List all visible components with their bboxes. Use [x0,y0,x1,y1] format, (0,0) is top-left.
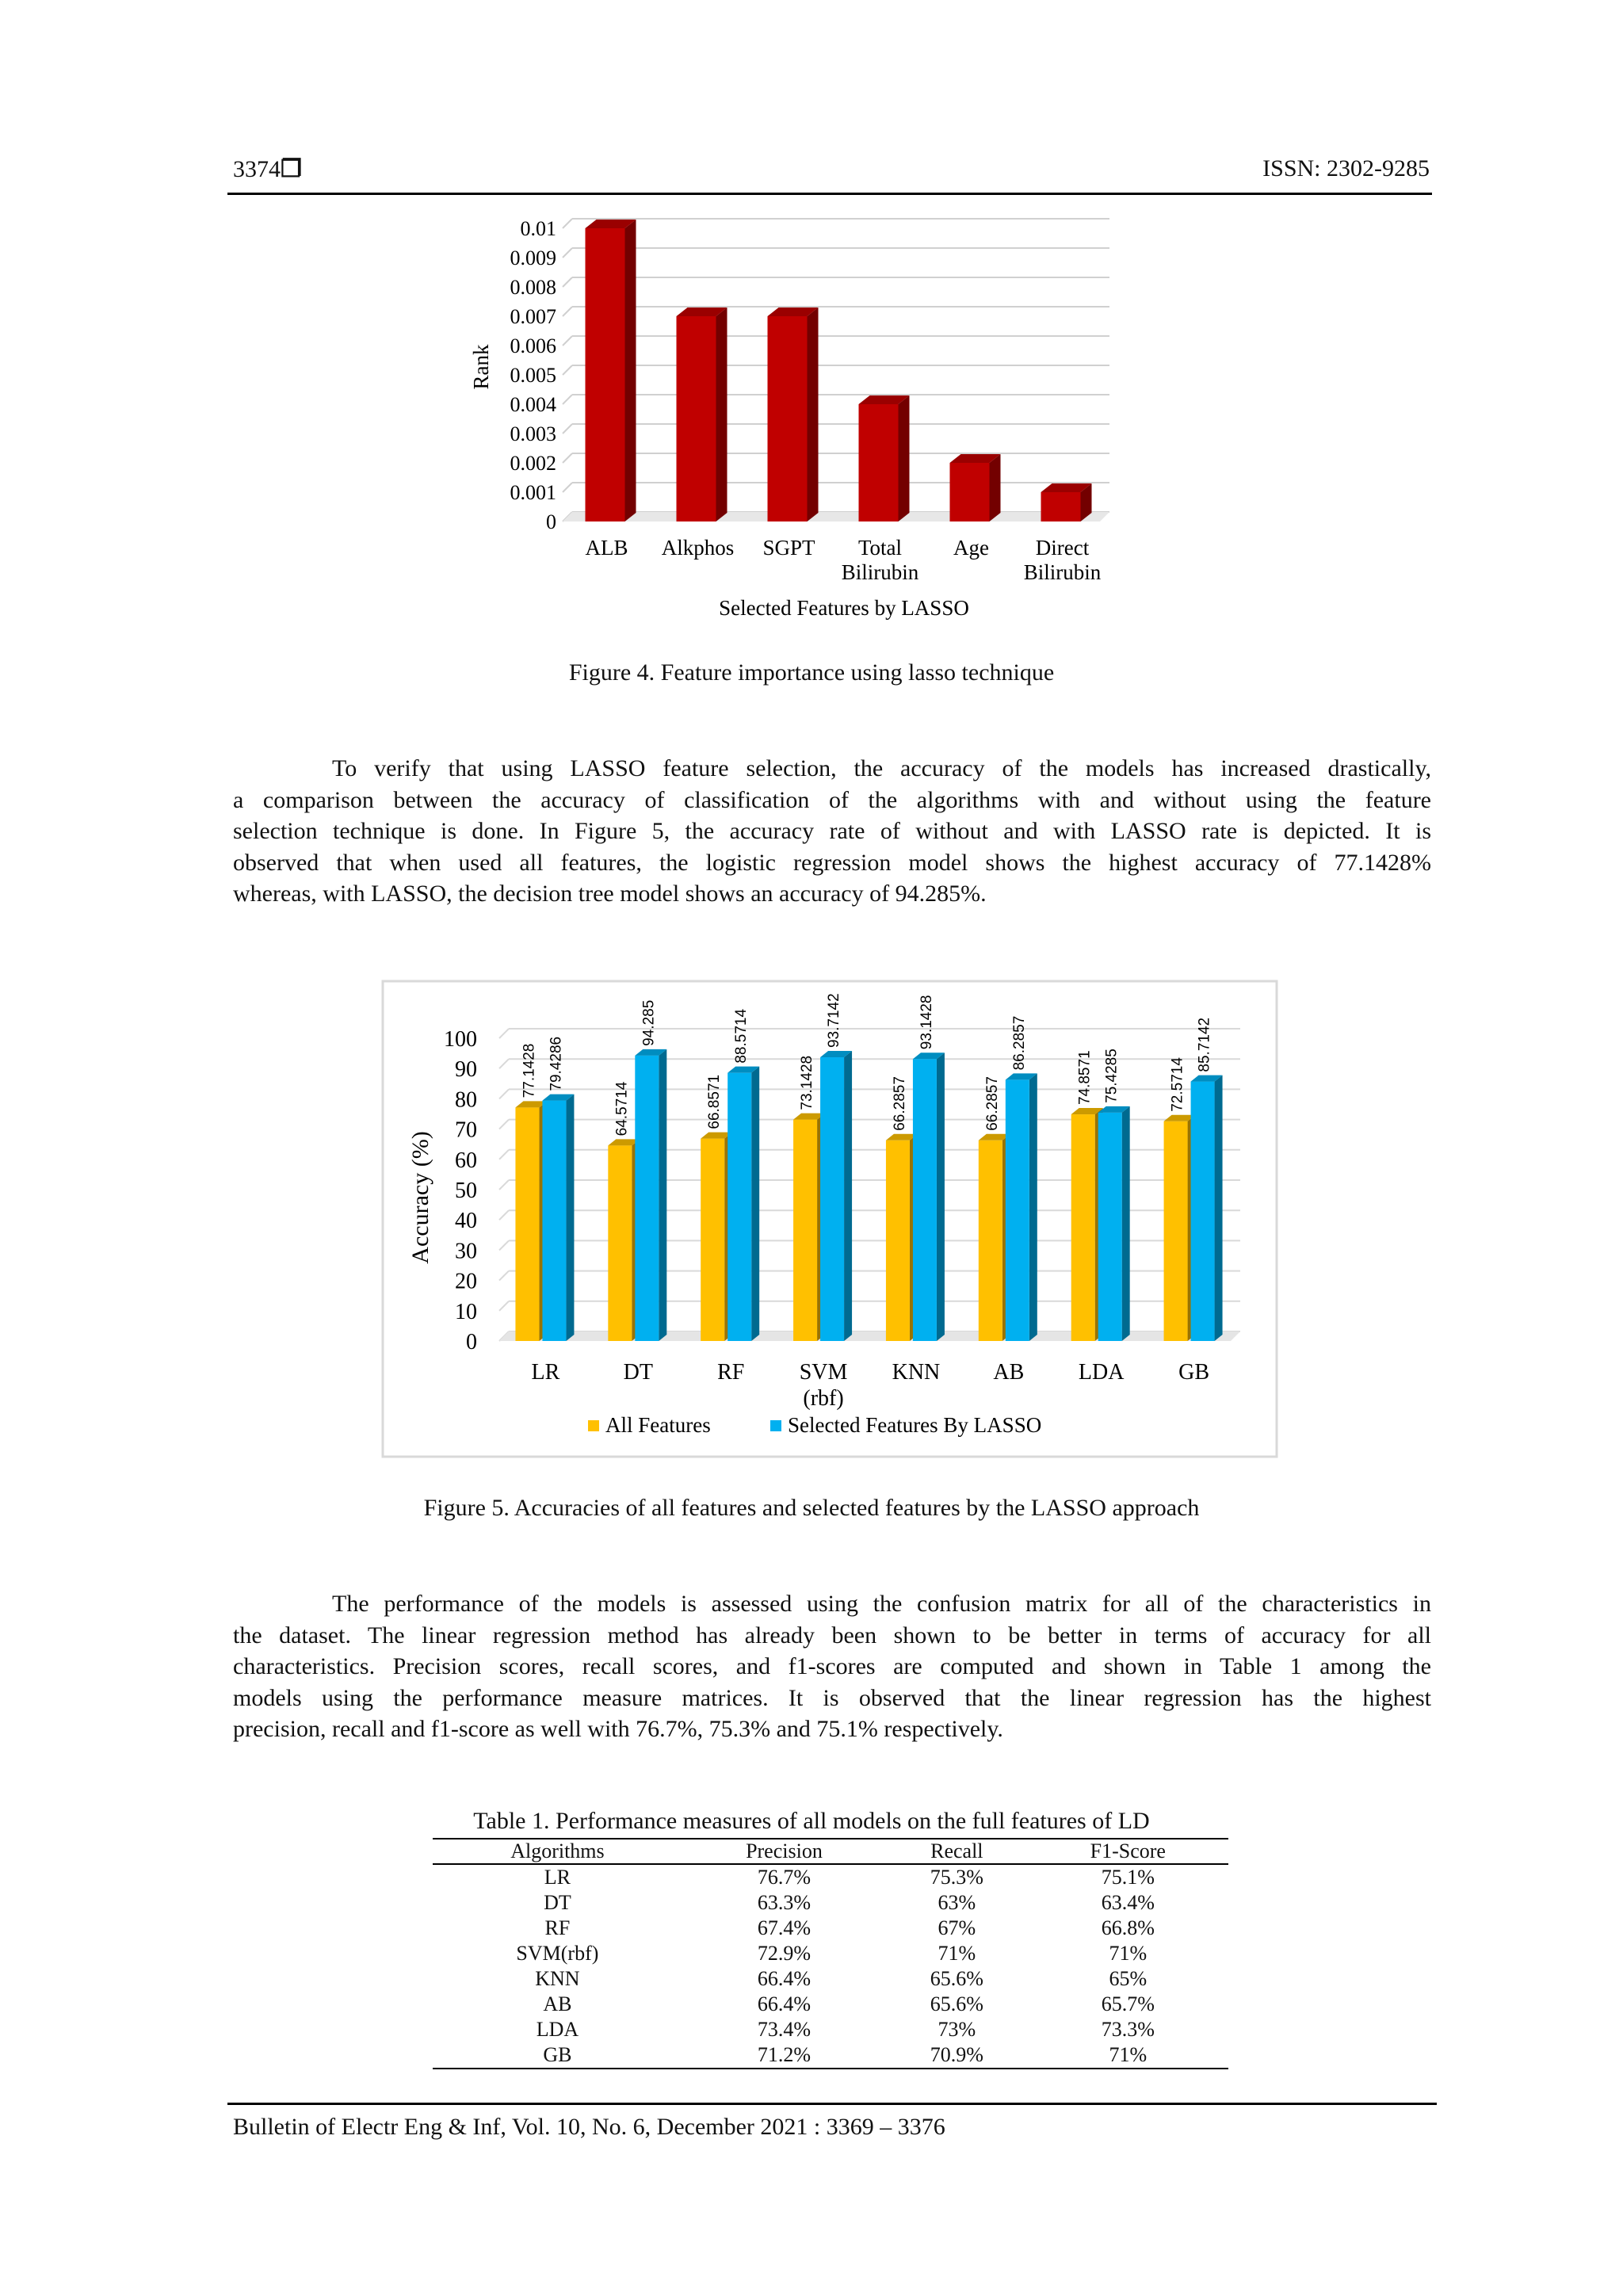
x-tick-label: Direct [1035,536,1090,560]
data-label: 93.1428 [918,995,935,1050]
data-label: 85.7142 [1196,1017,1213,1072]
bar-front [727,1073,751,1341]
page-number: 3374❐ [233,156,302,182]
y-tick-label: 0.001 [510,481,556,504]
table-cell: GB [433,2042,682,2069]
table-cell: KNN [535,1967,580,1990]
table-header-cell: Algorithms [433,1839,682,1864]
x-tick-label: AB [993,1360,1025,1385]
x-tick-label: ALB [585,536,628,560]
data-label: 66.8571 [706,1074,724,1129]
y-tick-label: 40 [455,1209,477,1234]
table-cell: 67% [938,1916,976,1939]
bar-lasso [542,1095,574,1341]
gridline [563,277,572,287]
data-label: 64.5714 [613,1081,631,1137]
data-label: 79.4286 [548,1036,565,1091]
paragraph-1-line: a comparison between the accuracy of classification of the algorithms with and without using the feature [233,786,1431,813]
data-label: 75.4285 [1103,1049,1121,1103]
data-label: 94.285 [640,999,658,1046]
y-tick-label: 0.009 [510,246,556,269]
paragraph-1-line: To verify that using LASSO feature selection, the accuracy of the models has increased drastically, [332,755,1431,781]
x-tick-label: SGPT [762,536,815,560]
y-tick-label: 20 [455,1269,477,1294]
table-row [433,1916,1228,1941]
bar-lasso [635,1049,666,1341]
bar-lasso [1098,1106,1130,1341]
data-label: 66.2857 [983,1076,1001,1131]
gridline [563,424,572,434]
table-row [433,1966,1228,1992]
header-rule [227,193,1432,195]
table-row [433,1992,1228,2017]
y-tick-label: 30 [455,1239,477,1264]
y-tick-label: 0 [546,510,556,533]
y-tick-label: 50 [455,1179,477,1203]
bar-side [1122,1106,1130,1341]
table-cell: 73% [938,2018,976,2041]
legend-swatch [770,1420,781,1431]
bar-lasso [1006,1073,1037,1341]
figure-4-chart [460,214,1173,634]
bar-front [768,316,808,521]
figure-5-chart [380,979,1281,1461]
bar [1041,483,1092,521]
figure-5-caption: Figure 5. Accuracies of all features and selected features by the LASSO approach [423,1495,1200,1521]
bar-side [625,220,636,521]
bar-side [808,308,819,521]
table-cell: 75.3% [930,1866,983,1889]
bar [586,220,636,521]
table-cell: 70.9% [886,2042,1028,2069]
y-tick-label: 10 [455,1299,477,1324]
bar-front [1164,1121,1188,1341]
y-tick-label: 0.008 [510,276,556,299]
paragraph-1 [233,753,1431,910]
y-tick-label: 0 [466,1330,477,1354]
bar-front [1191,1082,1215,1341]
table-cell: 71% [938,1942,976,1965]
x-tick-label: KNN [892,1360,941,1385]
table-row [433,1941,1228,1966]
x-tick-label: Age [953,536,989,560]
y-tick-label: 0.006 [510,334,556,357]
chart-floor [563,512,1109,521]
table-cell: 71.2% [682,2042,886,2069]
table-cell: 72.9% [757,1942,812,1965]
bar-front [979,1140,1002,1341]
paragraph-1-line: whereas, with LASSO, the decision tree model shows an accuracy of 94.285%. [233,881,987,907]
table-cell: 71% [1028,2042,1228,2069]
table-cell: 66.8% [1101,1916,1155,1939]
bar-front [820,1057,844,1341]
y-tick-label: 90 [455,1057,477,1083]
data-label: 77.1428 [521,1043,538,1098]
gridline [563,219,572,228]
bar-lasso [1191,1075,1223,1341]
bar-front [1098,1113,1122,1341]
table-cell: 67.4% [757,1916,812,1939]
table-cell: RF [544,1916,571,1939]
bar-front [793,1120,817,1341]
paragraph-1-line: observed that when used all features, the logistic regression model shows the highest accuracy of 77.1428% [233,849,1431,876]
bar [677,308,727,521]
gridline [563,395,572,404]
bar-front [859,404,899,521]
bar-front [886,1140,910,1341]
figure-4-caption: Figure 4. Feature importance using lasso technique [568,659,1055,686]
gridline [563,453,572,463]
bar-side [659,1049,666,1341]
issn: ISSN: 2302-9285 [1262,155,1430,181]
legend-label: All Features [605,1413,711,1437]
bar-side [899,395,910,521]
x-tick-label: DT [623,1360,653,1385]
bar-side [716,308,727,521]
table-cell: DT [544,1891,571,1914]
gridline [563,365,572,375]
table-cell: 75.1% [1101,1866,1155,1889]
table-1-caption: Table 1. Performance measures of all models on the full features of LD [473,1808,1150,1834]
data-label: 66.2857 [891,1076,908,1131]
data-label: 93.7142 [826,993,843,1049]
paragraph-2-line: models using the performance measure matrices. It is observed that the linear regression has the highest [233,1684,1431,1711]
page-mark-icon: ❐ [281,156,302,182]
y-tick-label: 100 [444,1027,477,1052]
y-tick-label: 0.002 [510,452,556,475]
bar-side [751,1067,759,1341]
table-row [433,1864,1228,1890]
y-tick-label: 70 [455,1117,477,1143]
table-cell: 73.4% [757,2018,812,2041]
x-tick-label: RF [717,1360,745,1385]
paragraph-2-line: precision, recall and f1-score as well with 76.7%, 75.3% and 75.1% respectively. [233,1716,1003,1742]
gridline [563,307,572,316]
x-tick-label: GB [1178,1360,1210,1385]
paragraph-2-line: the dataset. The linear regression method has already been shown to be better in terms of accuracy for all [233,1622,1431,1648]
bar-side [1215,1075,1223,1341]
table-header-cell: Recall [886,1839,1028,1864]
paragraph-2-line: characteristics. Precision scores, recall scores, and f1-scores are computed and shown in Table 1 among the [233,1653,1431,1679]
gridline [563,336,572,346]
footer-citation: Bulletin of Electr Eng & Inf, Vol. 10, No. 6, December 2021 : 3369 – 3376 [233,2114,945,2140]
x-tick-label: Total [857,536,903,560]
table-cell: 63% [938,1891,976,1914]
bar-lasso [727,1067,759,1341]
table-cell: 63.4% [1101,1891,1155,1914]
x-tick-label: SVM [799,1360,848,1385]
table-cell: 76.7% [757,1866,812,1889]
bar-side [937,1052,945,1341]
bar [768,308,819,521]
bar-side [1029,1073,1037,1341]
y-tick-label: 0.005 [510,364,556,387]
legend-label: Selected Features By LASSO [788,1413,1042,1437]
table-cell: SVM(rbf) [516,1942,599,1965]
y-tick-label: 0.004 [510,393,556,416]
y-tick-label: 80 [455,1087,477,1113]
data-label: 74.8571 [1076,1050,1094,1106]
bar-front [608,1145,632,1341]
table-row [433,2017,1228,2042]
x-tick-label: Bilirubin [1023,560,1102,584]
data-label: 72.5714 [1169,1057,1186,1112]
x-tick-label: Bilirubin [841,560,919,584]
gridline [563,483,572,492]
bar-front [677,316,716,521]
bar-lasso [820,1051,852,1341]
y-axis-label: Rank [469,344,493,390]
bar-front [635,1056,659,1341]
x-tick-label: Alkphos [661,536,735,560]
y-tick-label: 0.007 [510,305,556,328]
data-label: 88.5714 [733,1008,750,1064]
bar [859,395,910,521]
table-cell: 63.3% [757,1891,812,1914]
bar-front [515,1107,539,1341]
bar-front [1041,492,1081,521]
bar-front [542,1101,566,1341]
table-cell: 66.4% [757,1967,812,1990]
table-cell: 73.3% [1101,2018,1155,2041]
x-axis-label: Selected Features by LASSO [719,596,969,620]
y-tick-label: 60 [455,1148,477,1173]
paragraph-1-line: selection technique is done. In Figure 5, the accuracy rate of without and with LASSO rate is depicted. It is [233,818,1431,844]
x-tick-label: (rbf) [803,1386,844,1411]
table-header-cell: F1-Score [1028,1839,1228,1864]
paragraph-2 [233,1588,1431,1745]
bar-front [586,228,625,521]
bar-front [950,463,990,521]
table-cell: 65% [1109,1967,1148,1990]
bar-side [566,1095,574,1341]
gridline [563,248,572,258]
table-row [433,1890,1228,1916]
legend-swatch [588,1420,599,1431]
y-axis-label: Accuracy (%) [407,1131,433,1264]
table-header-cell: Precision [682,1839,886,1864]
data-label: 86.2857 [1010,1015,1028,1071]
y-tick-label: 0.01 [520,217,556,240]
data-label: 73.1428 [799,1055,816,1110]
table-header-row [433,1839,1228,1864]
y-tick-label: 0.003 [510,422,556,445]
bar-front [913,1059,937,1341]
bar-side [990,454,1001,521]
bar-front [1071,1114,1095,1341]
bar [950,454,1001,521]
table-row [433,2042,1228,2069]
paragraph-2-line: The performance of the models is assessed using the confusion matrix for all of the characteristics in [332,1591,1431,1617]
table-1 [433,1838,1228,2069]
bar-front [1006,1079,1029,1341]
table-cell: 65.6% [930,1967,983,1990]
table-cell: AB [543,1992,572,2015]
bar-lasso [913,1052,945,1341]
x-tick-label: LR [531,1360,560,1385]
x-tick-label: LDA [1078,1360,1125,1385]
bar-side [844,1051,852,1341]
table-cell: LR [544,1866,571,1889]
table-cell: 65.7% [1101,1992,1155,2015]
table-cell: 71% [1109,1942,1148,1965]
table-cell: 66.4% [757,1992,812,2015]
footer-rule [227,2103,1437,2105]
bar-front [701,1139,724,1341]
table-cell: LDA [536,2018,579,2041]
table-cell: 65.6% [930,1992,983,2015]
